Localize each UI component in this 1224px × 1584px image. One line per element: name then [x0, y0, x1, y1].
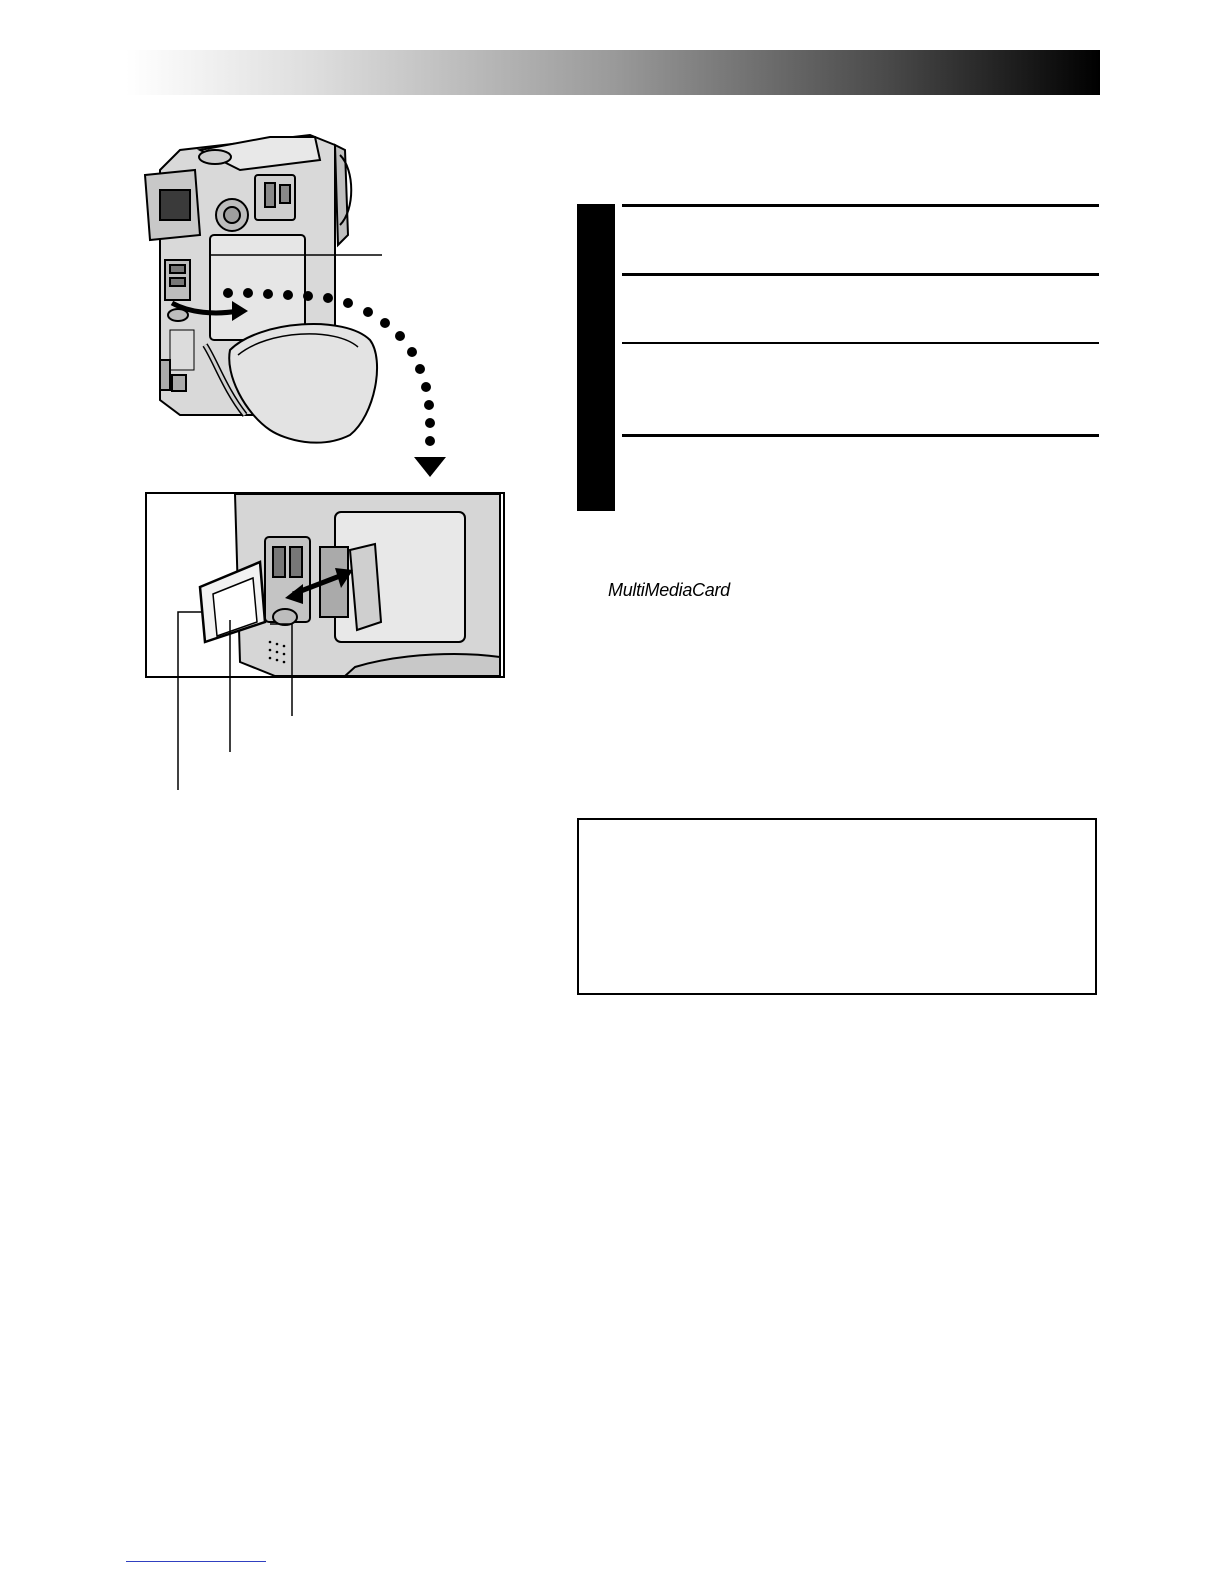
- step-divider-4: [622, 434, 1099, 437]
- camcorder-illustration: [120, 115, 520, 485]
- multimediacard-logo: MultiMediaCard: [608, 580, 730, 600]
- note-box: [577, 818, 1097, 995]
- step-divider-3: [622, 342, 1099, 344]
- step-divider-2: [622, 273, 1099, 276]
- footer-link-underline[interactable]: [126, 1561, 266, 1562]
- header-gradient-bar: [126, 50, 1100, 95]
- step-divider-1: [622, 204, 1099, 207]
- procedure-tab: [577, 204, 615, 511]
- callout-lines: [120, 600, 520, 800]
